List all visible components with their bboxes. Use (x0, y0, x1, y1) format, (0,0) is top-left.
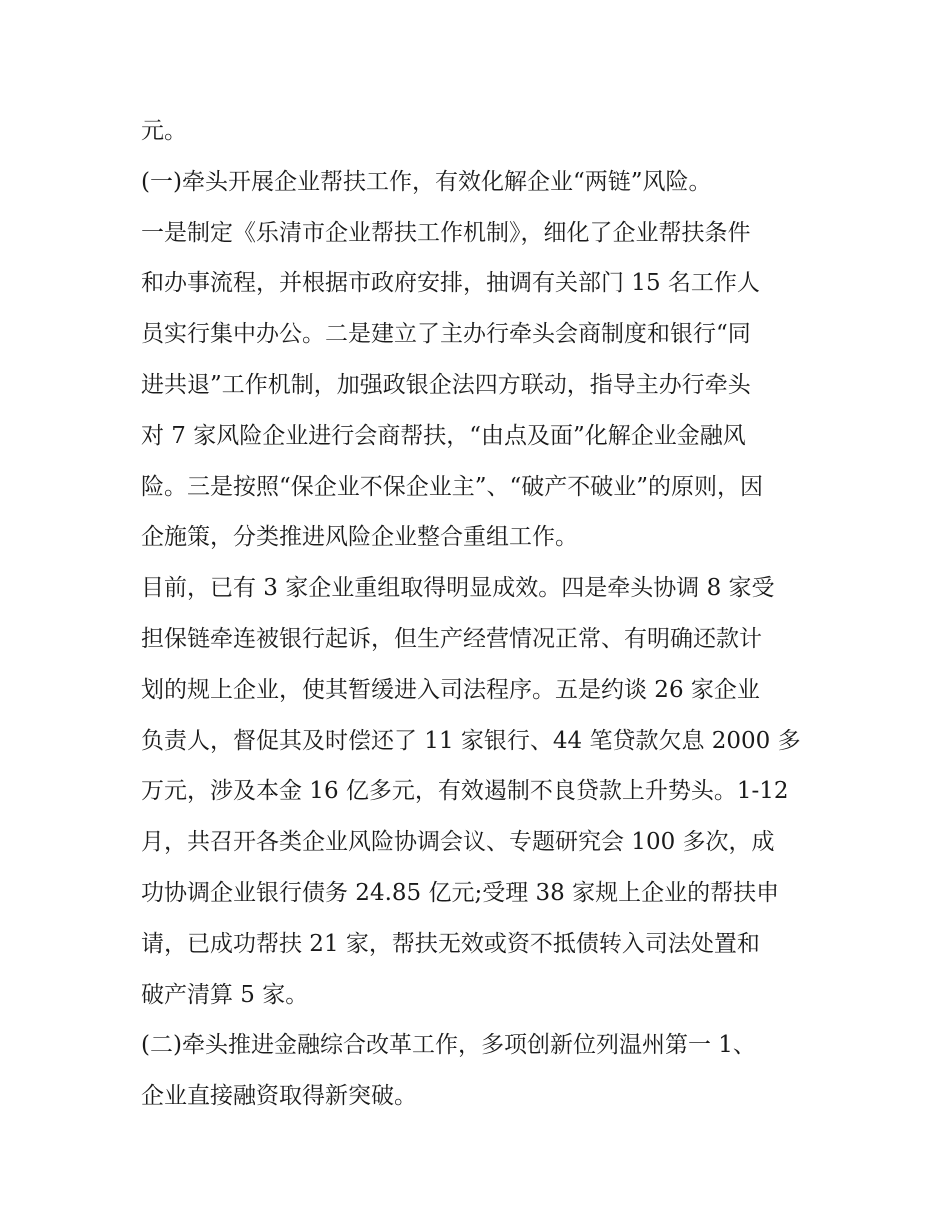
text-line: 负责人，督促其及时偿还了 11 家银行、44 笔贷款欠息 2000 多 (141, 727, 801, 754)
text-line: 企业直接融资取得新突破。 (141, 1083, 417, 1110)
text-line: 万元，涉及本金 16 亿多元，有效遏制不良贷款上升势头。1-12 (141, 778, 789, 805)
text-line: 险。三是按照“保企业不保企业主”、“破产不破业”的原则，因 (141, 473, 764, 500)
text-line: 月，共召开各类企业风险协调会议、专题研究会 100 多次，成 (141, 829, 775, 856)
section-heading: (一)牵头开展企业帮扶工作，有效化解企业“两链”风险。 (141, 168, 712, 195)
text-line: 进共退”工作机制，加强政银企法四方联动，指导主办行牵头 (141, 371, 751, 398)
text-line: 划的规上企业，使其暂缓进入司法程序。五是约谈 26 家企业 (141, 676, 760, 703)
text-line: 员实行集中办公。二是建立了主办行牵头会商制度和银行“同 (141, 321, 751, 348)
text-line: 功协调企业银行债务 24.85 亿元;受理 38 家规上企业的帮扶申 (141, 879, 780, 906)
text-line: 元。 (141, 118, 187, 144)
text-line: 担保链牵连被银行起诉，但生产经营情况正常、有明确还款计 (141, 625, 762, 652)
text-line: 和办事流程，并根据市政府安排，抽调有关部门 15 名工作人 (141, 270, 760, 297)
document-body (141, 106, 821, 1122)
text-line: 企施策，分类推进风险企业整合重组工作。 (141, 524, 578, 551)
text-line: 一是制定《乐清市企业帮扶工作机制》，细化了企业帮扶条件 (141, 219, 751, 246)
text-line: 破产清算 5 家。 (141, 981, 309, 1008)
text-line: 目前，已有 3 家企业重组取得明显成效。四是牵头协调 8 家受 (141, 575, 775, 602)
section-heading: (二)牵头推进金融综合改革工作，多项创新位列温州第一 1、 (141, 1032, 756, 1059)
text-line: 对 7 家风险企业进行会商帮扶，“由点及面”化解企业金融风 (141, 422, 746, 449)
text-line: 请，已成功帮扶 21 家，帮扶无效或资不抵债转入司法处置和 (141, 930, 760, 957)
